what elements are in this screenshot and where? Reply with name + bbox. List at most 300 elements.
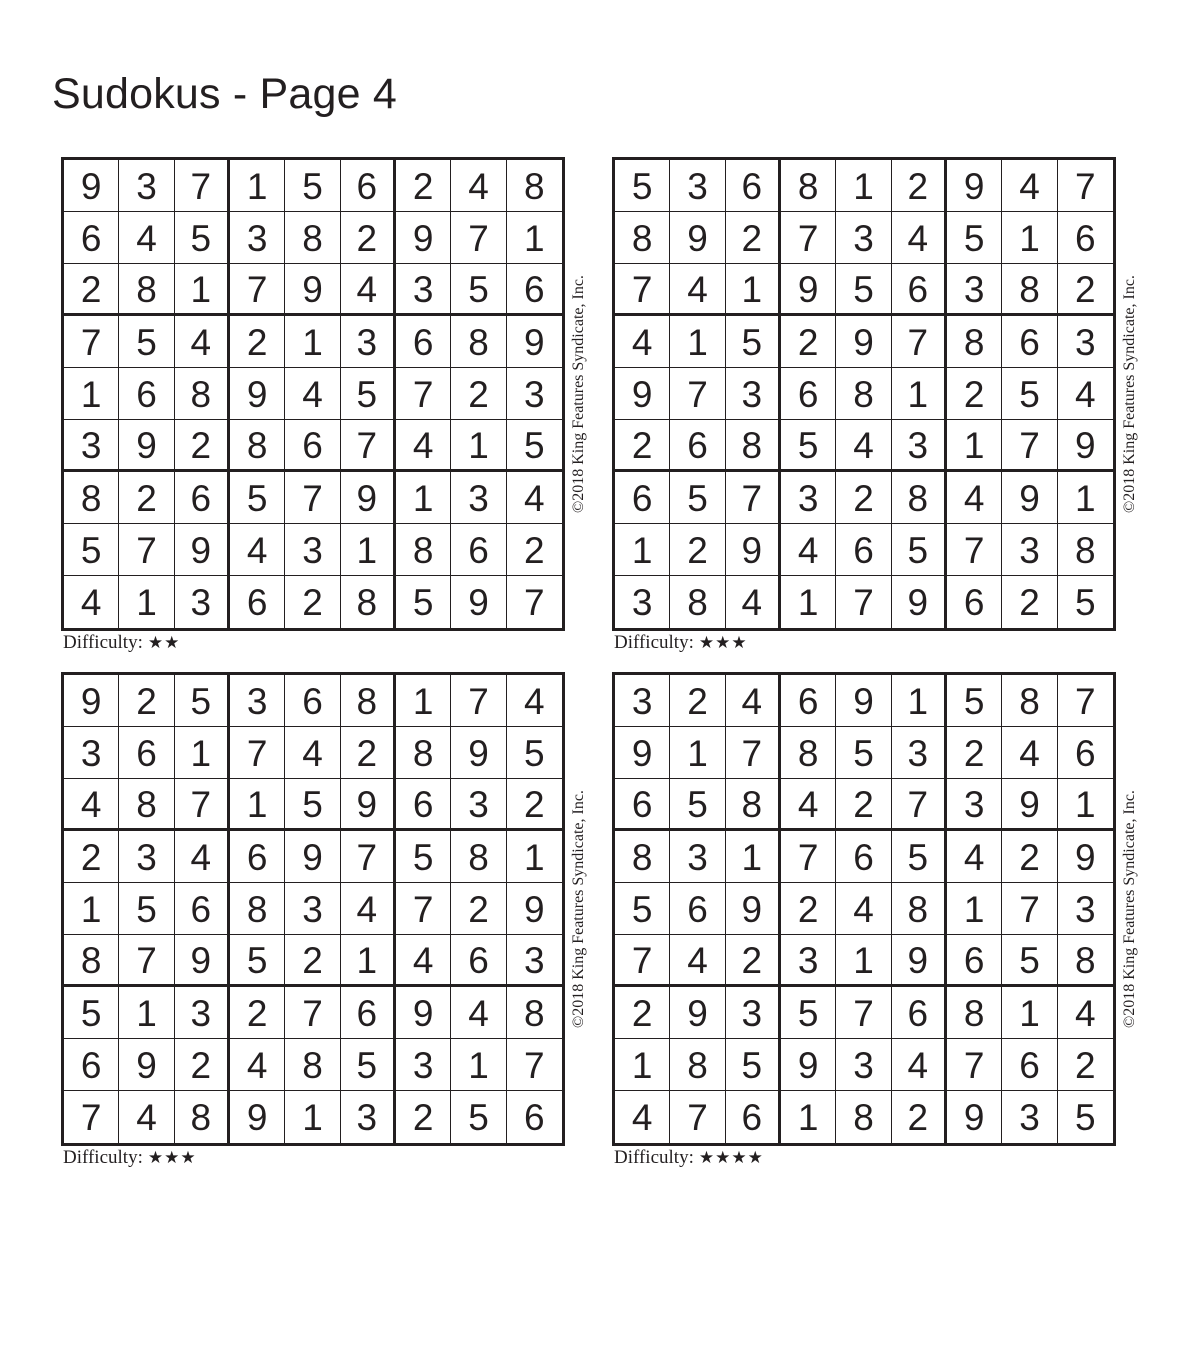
sudoku-cell: 7 bbox=[670, 1091, 725, 1143]
sudoku-cell: 6 bbox=[285, 420, 340, 472]
sudoku-cell: 5 bbox=[230, 935, 285, 987]
sudoku-cell: 3 bbox=[836, 1039, 891, 1091]
sudoku-cell: 4 bbox=[451, 160, 506, 212]
sudoku-cell: 1 bbox=[1002, 987, 1057, 1039]
sudoku-cell: 8 bbox=[892, 883, 947, 935]
sudoku-cell: 6 bbox=[670, 883, 725, 935]
sudoku-cell: 4 bbox=[119, 212, 174, 264]
sudoku-cell: 8 bbox=[175, 368, 230, 420]
sudoku-cell: 6 bbox=[615, 472, 670, 524]
sudoku-cell: 6 bbox=[341, 987, 396, 1039]
sudoku-puzzle-1 bbox=[61, 157, 621, 677]
copyright-text: ©2018 King Features Syndicate, Inc. bbox=[1121, 275, 1139, 513]
sudoku-cell: 2 bbox=[670, 524, 725, 576]
sudoku-cell: 8 bbox=[396, 727, 451, 779]
sudoku-cell: 3 bbox=[1058, 316, 1113, 368]
sudoku-cell: 4 bbox=[836, 420, 891, 472]
difficulty-rating bbox=[63, 631, 180, 655]
sudoku-cell: 3 bbox=[615, 576, 670, 628]
sudoku-cell: 6 bbox=[175, 883, 230, 935]
sudoku-cell: 7 bbox=[341, 831, 396, 883]
sudoku-cell: 3 bbox=[285, 524, 340, 576]
sudoku-cell: 1 bbox=[615, 1039, 670, 1091]
sudoku-cell: 6 bbox=[175, 472, 230, 524]
sudoku-cell: 3 bbox=[726, 368, 781, 420]
sudoku-cell: 8 bbox=[892, 472, 947, 524]
sudoku-cell: 1 bbox=[64, 883, 119, 935]
sudoku-cell: 2 bbox=[670, 675, 725, 727]
sudoku-cell: 9 bbox=[892, 576, 947, 628]
sudoku-grid bbox=[61, 672, 565, 1146]
sudoku-cell: 9 bbox=[64, 160, 119, 212]
sudoku-cell: 3 bbox=[507, 368, 562, 420]
sudoku-cell: 5 bbox=[451, 264, 506, 316]
sudoku-cell: 1 bbox=[507, 831, 562, 883]
sudoku-cell: 9 bbox=[836, 675, 891, 727]
sudoku-cell: 6 bbox=[836, 831, 891, 883]
sudoku-cell: 7 bbox=[836, 987, 891, 1039]
sudoku-cell: 8 bbox=[341, 576, 396, 628]
sudoku-cell: 4 bbox=[285, 727, 340, 779]
sudoku-cell: 3 bbox=[230, 675, 285, 727]
sudoku-cell: 3 bbox=[451, 779, 506, 831]
sudoku-cell: 7 bbox=[947, 1039, 1002, 1091]
difficulty-label: Difficulty: bbox=[614, 1147, 694, 1168]
sudoku-cell: 1 bbox=[451, 1039, 506, 1091]
sudoku-cell: 3 bbox=[341, 1091, 396, 1143]
sudoku-cell: 7 bbox=[726, 727, 781, 779]
sudoku-cell: 1 bbox=[947, 883, 1002, 935]
sudoku-cell: 4 bbox=[507, 675, 562, 727]
sudoku-cell: 1 bbox=[670, 316, 725, 368]
sudoku-cell: 2 bbox=[615, 420, 670, 472]
sudoku-cell: 5 bbox=[726, 316, 781, 368]
sudoku-cell: 9 bbox=[175, 935, 230, 987]
sudoku-cell: 9 bbox=[230, 1091, 285, 1143]
sudoku-cell: 1 bbox=[175, 727, 230, 779]
sudoku-cell: 2 bbox=[451, 883, 506, 935]
sudoku-cell: 8 bbox=[726, 779, 781, 831]
difficulty-rating bbox=[614, 631, 748, 655]
sudoku-cell: 1 bbox=[836, 160, 891, 212]
sudoku-cell: 8 bbox=[836, 368, 891, 420]
sudoku-cell: 5 bbox=[726, 1039, 781, 1091]
sudoku-cell: 9 bbox=[726, 524, 781, 576]
sudoku-cell: 6 bbox=[64, 1039, 119, 1091]
sudoku-cell: 8 bbox=[119, 264, 174, 316]
sudoku-cell: 9 bbox=[119, 1039, 174, 1091]
sudoku-cell: 9 bbox=[615, 368, 670, 420]
sudoku-cell: 9 bbox=[507, 316, 562, 368]
sudoku-cell: 4 bbox=[1058, 987, 1113, 1039]
sudoku-cell: 3 bbox=[396, 1039, 451, 1091]
sudoku-cell: 1 bbox=[836, 935, 891, 987]
sudoku-cell: 3 bbox=[781, 472, 836, 524]
sudoku-cell: 6 bbox=[892, 264, 947, 316]
sudoku-cell: 8 bbox=[175, 1091, 230, 1143]
sudoku-cell: 4 bbox=[341, 883, 396, 935]
sudoku-cell: 7 bbox=[119, 935, 174, 987]
sudoku-cell: 5 bbox=[285, 160, 340, 212]
sudoku-cell: 8 bbox=[781, 160, 836, 212]
sudoku-cell: 9 bbox=[836, 316, 891, 368]
sudoku-cell: 3 bbox=[64, 727, 119, 779]
sudoku-cell: 6 bbox=[119, 368, 174, 420]
sudoku-cell: 2 bbox=[119, 675, 174, 727]
sudoku-cell: 1 bbox=[726, 264, 781, 316]
sudoku-cell: 2 bbox=[230, 987, 285, 1039]
sudoku-cell: 6 bbox=[524, 1097, 545, 1138]
sudoku-cell: 4 bbox=[670, 264, 725, 316]
sudoku-cell: 1 bbox=[781, 576, 836, 628]
sudoku-cell: 7 bbox=[892, 779, 947, 831]
sudoku-cell: 7 bbox=[670, 368, 725, 420]
sudoku-cell: 7 bbox=[396, 883, 451, 935]
sudoku-cell: 1 bbox=[451, 420, 506, 472]
sudoku-cell: 4 bbox=[836, 883, 891, 935]
difficulty-rating bbox=[614, 1146, 764, 1170]
sudoku-cell: 2 bbox=[726, 935, 781, 987]
sudoku-cell: 5 bbox=[175, 212, 230, 264]
sudoku-cell: 7 bbox=[892, 316, 947, 368]
sudoku-cell: 6 bbox=[1002, 316, 1057, 368]
sudoku-cell: 2 bbox=[836, 779, 891, 831]
sudoku-cell: 8 bbox=[1002, 675, 1057, 727]
sudoku-cell: 6 bbox=[396, 316, 451, 368]
sudoku-cell: 5 bbox=[230, 472, 285, 524]
sudoku-cell: 1 bbox=[341, 935, 396, 987]
sudoku-cell: 2 bbox=[892, 1091, 947, 1143]
sudoku-cell: 8 bbox=[1058, 935, 1113, 987]
sudoku-cell: 6 bbox=[892, 987, 947, 1039]
sudoku-cell: 1 bbox=[947, 420, 1002, 472]
sudoku-cell: 6 bbox=[1058, 212, 1113, 264]
sudoku-grid bbox=[612, 157, 1116, 631]
difficulty-label: Difficulty: bbox=[63, 632, 143, 653]
sudoku-cell: 2 bbox=[615, 987, 670, 1039]
sudoku-cell: 9 bbox=[285, 831, 340, 883]
sudoku-cell: 4 bbox=[670, 935, 725, 987]
sudoku-cell: 4 bbox=[1002, 160, 1057, 212]
sudoku-cell: 3 bbox=[175, 987, 230, 1039]
sudoku-cell: 2 bbox=[451, 368, 506, 420]
sudoku-cell: 5 bbox=[781, 420, 836, 472]
difficulty-label: Difficulty: bbox=[614, 632, 694, 653]
sudoku-cell: 5 bbox=[947, 675, 1002, 727]
sudoku-cell: 9 bbox=[615, 727, 670, 779]
sudoku-cell: 6 bbox=[781, 368, 836, 420]
sudoku-cell: 9 bbox=[1058, 831, 1113, 883]
sudoku-cell: 9 bbox=[670, 987, 725, 1039]
sudoku-cell: 3 bbox=[507, 935, 562, 987]
sudoku-cell: 5 bbox=[451, 1091, 506, 1143]
sudoku-cell: 5 bbox=[947, 212, 1002, 264]
copyright-text: ©2018 King Features Syndicate, Inc. bbox=[570, 275, 588, 513]
sudoku-cell: 9 bbox=[64, 675, 119, 727]
difficulty-stars: ★★★★ bbox=[698, 1148, 764, 1168]
sudoku-cell: 4 bbox=[396, 420, 451, 472]
sudoku-cell: 8 bbox=[947, 316, 1002, 368]
copyright-notice bbox=[565, 157, 593, 631]
sudoku-cell: 3 bbox=[947, 779, 1002, 831]
sudoku-cell: 8 bbox=[64, 935, 119, 987]
sudoku-cell: 4 bbox=[119, 1091, 174, 1143]
sudoku-cell: 8 bbox=[781, 727, 836, 779]
copyright-text: ©2018 King Features Syndicate, Inc. bbox=[570, 790, 588, 1028]
sudoku-cell: 1 bbox=[230, 160, 285, 212]
sudoku-cell: 9 bbox=[175, 524, 230, 576]
sudoku-cell: 5 bbox=[1002, 368, 1057, 420]
sudoku-cell: 7 bbox=[119, 524, 174, 576]
sudoku-cell: 5 bbox=[781, 987, 836, 1039]
sudoku-cell: 1 bbox=[230, 779, 285, 831]
sudoku-cell: 8 bbox=[615, 831, 670, 883]
sudoku-cell: 5 bbox=[670, 472, 725, 524]
sudoku-cell: 7 bbox=[451, 212, 506, 264]
sudoku-cell: 8 bbox=[836, 1091, 891, 1143]
sudoku-cell: 3 bbox=[341, 316, 396, 368]
sudoku-cell: 2 bbox=[341, 212, 396, 264]
difficulty-stars: ★★★ bbox=[147, 1148, 197, 1168]
sudoku-cell: 4 bbox=[175, 316, 230, 368]
sudoku-cell: 6 bbox=[1058, 727, 1113, 779]
sudoku-cell: 8 bbox=[119, 779, 174, 831]
sudoku-cell: 9 bbox=[781, 264, 836, 316]
sudoku-cell: 9 bbox=[451, 576, 506, 628]
sudoku-cell: 3 bbox=[175, 576, 230, 628]
copyright-notice bbox=[1116, 157, 1144, 631]
sudoku-cell: 7 bbox=[175, 160, 230, 212]
sudoku-cell: 3 bbox=[670, 160, 725, 212]
sudoku-cell: 8 bbox=[1002, 264, 1057, 316]
sudoku-cell: 2 bbox=[119, 472, 174, 524]
sudoku-cell: 8 bbox=[947, 987, 1002, 1039]
sudoku-cell: 4 bbox=[230, 1039, 285, 1091]
sudoku-cell: 4 bbox=[781, 779, 836, 831]
sudoku-cell: 7 bbox=[1002, 883, 1057, 935]
sudoku-cell: 3 bbox=[892, 727, 947, 779]
sudoku-cell: 1 bbox=[726, 831, 781, 883]
sudoku-cell: 5 bbox=[615, 883, 670, 935]
sudoku-cell: 7 bbox=[836, 576, 891, 628]
sudoku-cell: 1 bbox=[781, 1091, 836, 1143]
sudoku-cell: 4 bbox=[64, 779, 119, 831]
sudoku-cell: 5 bbox=[836, 264, 891, 316]
sudoku-cell: 2 bbox=[507, 779, 562, 831]
sudoku-cell: 8 bbox=[451, 316, 506, 368]
sudoku-cell: 6 bbox=[615, 779, 670, 831]
sudoku-cell: 3 bbox=[781, 935, 836, 987]
sudoku-cell: 8 bbox=[285, 1039, 340, 1091]
sudoku-cell: 7 bbox=[615, 935, 670, 987]
sudoku-cell: 8 bbox=[341, 675, 396, 727]
sudoku-cell: 7 bbox=[285, 987, 340, 1039]
sudoku-cell: 1 bbox=[396, 472, 451, 524]
sudoku-cell: 8 bbox=[670, 576, 725, 628]
sudoku-cell: 4 bbox=[285, 368, 340, 420]
sudoku-cell: 3 bbox=[1002, 524, 1057, 576]
sudoku-cell: 1 bbox=[175, 264, 230, 316]
sudoku-cell: 5 bbox=[119, 316, 174, 368]
sudoku-cell: 5 bbox=[396, 831, 451, 883]
sudoku-cell: 7 bbox=[1058, 160, 1113, 212]
sudoku-cell: 2 bbox=[64, 831, 119, 883]
sudoku-cell: 4 bbox=[726, 675, 781, 727]
sudoku-cell: 9 bbox=[670, 212, 725, 264]
sudoku-cell: 4 bbox=[615, 1091, 670, 1143]
sudoku-cell: 4 bbox=[947, 831, 1002, 883]
sudoku-cell: 5 bbox=[836, 727, 891, 779]
sudoku-grid bbox=[612, 672, 1116, 1146]
sudoku-cell: 4 bbox=[615, 316, 670, 368]
difficulty-rating bbox=[63, 1146, 197, 1170]
sudoku-cell: 9 bbox=[341, 779, 396, 831]
sudoku-cell: 2 bbox=[285, 935, 340, 987]
sudoku-cell: 5 bbox=[615, 160, 670, 212]
copyright-notice bbox=[565, 672, 593, 1146]
difficulty-stars: ★★★ bbox=[698, 633, 748, 653]
sudoku-cell: 7 bbox=[1058, 675, 1113, 727]
sudoku-cell: 8 bbox=[230, 420, 285, 472]
sudoku-cell: 1 bbox=[892, 368, 947, 420]
sudoku-cell: 6 bbox=[64, 212, 119, 264]
sudoku-cell: 3 bbox=[119, 160, 174, 212]
copyright-text: ©2018 King Features Syndicate, Inc. bbox=[1121, 790, 1139, 1028]
sudoku-cell: 7 bbox=[524, 582, 545, 623]
sudoku-cell: 5 bbox=[1002, 935, 1057, 987]
sudoku-cell: 7 bbox=[285, 472, 340, 524]
sudoku-cell: 7 bbox=[947, 524, 1002, 576]
sudoku-cell: 9 bbox=[341, 472, 396, 524]
sudoku-cell: 1 bbox=[615, 524, 670, 576]
sudoku-cell: 4 bbox=[1058, 368, 1113, 420]
sudoku-cell: 4 bbox=[892, 1039, 947, 1091]
sudoku-cell: 5 bbox=[892, 831, 947, 883]
sudoku-cell: 1 bbox=[341, 524, 396, 576]
sudoku-cell: 8 bbox=[1058, 524, 1113, 576]
sudoku-cell: 3 bbox=[670, 831, 725, 883]
sudoku-cell: 1 bbox=[285, 1091, 340, 1143]
sudoku-cell: 2 bbox=[947, 368, 1002, 420]
sudoku-cell: 7 bbox=[507, 1039, 562, 1091]
sudoku-cell: 6 bbox=[119, 727, 174, 779]
difficulty-label: Difficulty: bbox=[63, 1147, 143, 1168]
sudoku-cell: 5 bbox=[119, 883, 174, 935]
sudoku-cell: 7 bbox=[230, 727, 285, 779]
sudoku-cell: 5 bbox=[341, 1039, 396, 1091]
sudoku-cell: 9 bbox=[1002, 779, 1057, 831]
sudoku-cell: 2 bbox=[1002, 831, 1057, 883]
sudoku-cell: 6 bbox=[285, 675, 340, 727]
sudoku-cell: 2 bbox=[507, 524, 562, 576]
sudoku-cell: 2 bbox=[64, 264, 119, 316]
sudoku-cell: 4 bbox=[451, 987, 506, 1039]
sudoku-cell: 8 bbox=[670, 1039, 725, 1091]
sudoku-cell: 3 bbox=[396, 264, 451, 316]
sudoku-cell: 3 bbox=[726, 987, 781, 1039]
sudoku-cell: 7 bbox=[396, 368, 451, 420]
sudoku-cell: 7 bbox=[615, 264, 670, 316]
sudoku-cell: 8 bbox=[726, 420, 781, 472]
sudoku-cell: 2 bbox=[726, 212, 781, 264]
sudoku-cell: 8 bbox=[615, 212, 670, 264]
sudoku-cell: 1 bbox=[507, 212, 562, 264]
sudoku-cell: 8 bbox=[507, 160, 562, 212]
sudoku-cell: 9 bbox=[396, 212, 451, 264]
sudoku-grid bbox=[61, 157, 565, 631]
sudoku-cell: 7 bbox=[175, 779, 230, 831]
sudoku-cell: 1 bbox=[285, 316, 340, 368]
sudoku-cell: 6 bbox=[1002, 1039, 1057, 1091]
sudoku-cell: 8 bbox=[507, 987, 562, 1039]
sudoku-cell: 2 bbox=[892, 160, 947, 212]
sudoku-cell: 6 bbox=[947, 576, 1002, 628]
sudoku-cell: 1 bbox=[1002, 212, 1057, 264]
sudoku-cell: 3 bbox=[947, 264, 1002, 316]
sudoku-cell: 6 bbox=[451, 524, 506, 576]
sudoku-cell: 9 bbox=[947, 160, 1002, 212]
sudoku-cell: 6 bbox=[947, 935, 1002, 987]
sudoku-cell: 9 bbox=[451, 727, 506, 779]
sudoku-cell: 6 bbox=[781, 675, 836, 727]
sudoku-cell: 5 bbox=[892, 524, 947, 576]
sudoku-cell: 2 bbox=[230, 316, 285, 368]
sudoku-cell: 4 bbox=[230, 524, 285, 576]
sudoku-cell: 3 bbox=[836, 212, 891, 264]
sudoku-cell: 9 bbox=[285, 264, 340, 316]
sudoku-cell: 1 bbox=[119, 987, 174, 1039]
sudoku-cell: 8 bbox=[396, 524, 451, 576]
sudoku-cell: 9 bbox=[396, 987, 451, 1039]
sudoku-cell: 2 bbox=[1002, 576, 1057, 628]
sudoku-cell: 5 bbox=[507, 420, 562, 472]
sudoku-cell: 5 bbox=[64, 524, 119, 576]
sudoku-cell: 7 bbox=[451, 675, 506, 727]
sudoku-cell: 4 bbox=[1002, 727, 1057, 779]
sudoku-cell: 6 bbox=[726, 1091, 781, 1143]
sudoku-cell: 6 bbox=[451, 935, 506, 987]
sudoku-cell: 2 bbox=[285, 576, 340, 628]
sudoku-puzzle-3 bbox=[61, 672, 621, 1192]
sudoku-cell: 7 bbox=[230, 264, 285, 316]
copyright-notice bbox=[1116, 672, 1144, 1146]
sudoku-cell: 3 bbox=[285, 883, 340, 935]
sudoku-cell: 7 bbox=[726, 472, 781, 524]
sudoku-cell: 3 bbox=[1058, 883, 1113, 935]
sudoku-puzzle-2 bbox=[612, 157, 1172, 677]
sudoku-cell: 3 bbox=[119, 831, 174, 883]
sudoku-cell: 3 bbox=[64, 420, 119, 472]
sudoku-cell: 6 bbox=[726, 160, 781, 212]
sudoku-cell: 1 bbox=[1058, 779, 1113, 831]
difficulty-stars: ★★ bbox=[147, 633, 181, 653]
sudoku-cell: 4 bbox=[892, 212, 947, 264]
sudoku-cell: 2 bbox=[341, 727, 396, 779]
sudoku-cell: 1 bbox=[396, 675, 451, 727]
sudoku-cell: 9 bbox=[892, 935, 947, 987]
sudoku-cell: 9 bbox=[1058, 420, 1113, 472]
sudoku-cell: 4 bbox=[341, 264, 396, 316]
sudoku-cell: 5 bbox=[1075, 1097, 1096, 1138]
sudoku-cell: 9 bbox=[119, 420, 174, 472]
sudoku-cell: 8 bbox=[451, 831, 506, 883]
sudoku-cell: 3 bbox=[451, 472, 506, 524]
sudoku-cell: 3 bbox=[230, 212, 285, 264]
sudoku-cell: 4 bbox=[175, 831, 230, 883]
sudoku-cell: 2 bbox=[781, 883, 836, 935]
sudoku-cell: 6 bbox=[836, 524, 891, 576]
sudoku-cell: 1 bbox=[64, 368, 119, 420]
